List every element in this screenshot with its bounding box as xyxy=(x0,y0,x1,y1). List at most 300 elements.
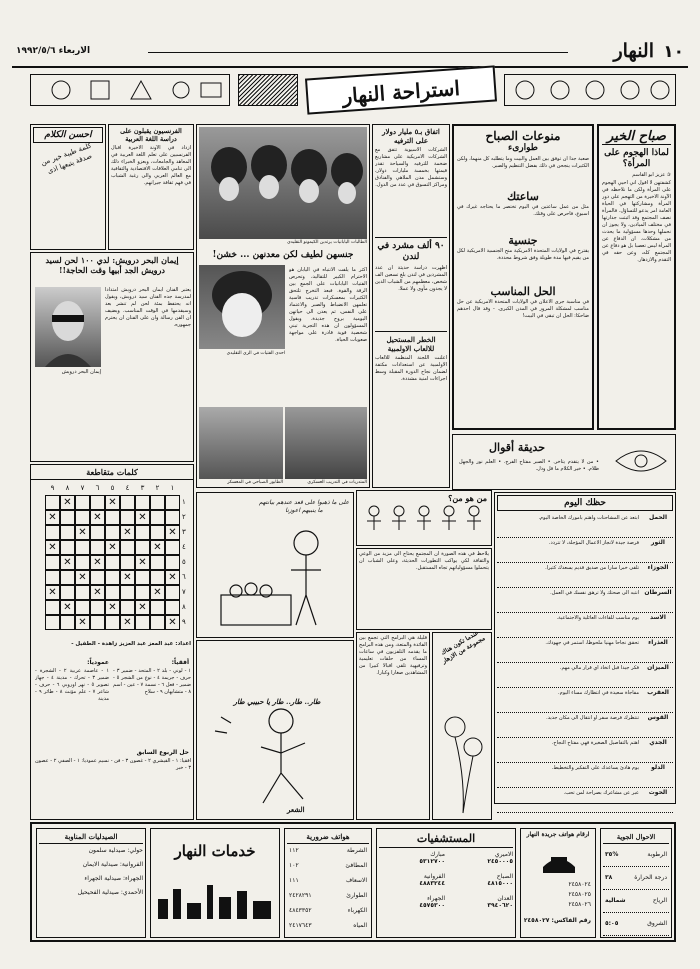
geisha-caption: الطالبات اليابانيات يرتدين الكيمونو التقليدي xyxy=(287,240,367,245)
crossword-cell xyxy=(90,615,105,630)
cartoon-signature: الشعر xyxy=(287,805,305,814)
hospital-row xyxy=(449,895,513,915)
crossword-cell xyxy=(75,555,90,570)
crossword-cell: ✕ xyxy=(60,600,75,615)
newspaper-name: النهار xyxy=(613,40,654,62)
sign-text: اهتم بالتفاصيل الصغيرة فهي مفتاح النجاح. xyxy=(551,740,639,746)
emergency-row xyxy=(287,859,369,874)
hospital-row xyxy=(381,895,445,915)
crossword-cell xyxy=(150,510,165,525)
sign-name: العقرب xyxy=(647,689,669,696)
crossword-cell xyxy=(105,570,120,585)
munawwaat-section-heading: جنسية xyxy=(508,234,538,247)
crossword-row-number: ٣ xyxy=(182,528,186,536)
portrait-face-icon xyxy=(35,287,101,367)
crossword-row-number: ٩ xyxy=(182,618,186,626)
weather-value: شمالية xyxy=(605,897,626,904)
quote-logo: احسن الكلام xyxy=(33,127,103,143)
crossword-cell xyxy=(105,525,120,540)
flowers-icon xyxy=(435,707,491,817)
crossword-cell xyxy=(105,585,120,600)
crossword-cell xyxy=(75,585,90,600)
sign-name: الجدي xyxy=(649,739,667,746)
hospital-name: مبارك xyxy=(430,851,445,858)
weather-name: الرياح xyxy=(652,897,667,904)
japanese-body: اكثر ما يلفت الانتباه في اليابان هو الاحترام الكبير للتقاليد، وتحرص الفتيات اليابانيات على الجمع بين الرقة والقوة. فبعد التخرج تلتحق الكثيرات بمعسكرات تدريب قاسية تعلمهن الانضباط والصبر والاعتماد على النفس، ثم يعدن الى حياتهن اليومية بروح جديدة. ويقول المسؤولون ان هذه التجربة تبني شخصية قوية قادرة على مواجهة صعوبات الحياة. xyxy=(289,267,367,343)
darwish-article xyxy=(30,252,194,462)
horoscope-row xyxy=(497,788,673,813)
crossword-cell: ✕ xyxy=(45,510,60,525)
who-is-he-title: من هو من؟ xyxy=(448,493,487,503)
lower-article xyxy=(356,632,430,820)
newspaper-fax: رقم الفاكس: ٢٤٥٨٠٢٧ xyxy=(523,917,591,924)
francophone-title: الفرنسيون يقبلون على دراسة اللغة العربية xyxy=(120,127,182,143)
crossword-cell xyxy=(165,600,180,615)
lower-article-body: قليلة هي البرامج التي تجمع بين الفائدة والمتعة، ومن هذه البرامج ما يقدمه التلفزيون في ساعات المساء من حلقات تعليمية وترفيهية تلقى اقبالا كبيرا من المشاهدين صغارا وكبارا. xyxy=(359,635,427,676)
emergency-phone: ٢٤٢٨٢٩١ xyxy=(289,892,312,899)
commentary-body: يلاحظ في هذه الصورة ان المجتمع يحتاج الى مزيد من الوعي والثقافة لكي يواكب التطورات الحديثة، وعلى الشباب ان يتحملوا مسؤولياتهم تجاه المستقبل. xyxy=(359,551,489,571)
crossword-cell: ✕ xyxy=(150,540,165,555)
sign-text: انتبه الى صحتك ولا ترهق نفسك في العمل. xyxy=(550,590,639,596)
portrait-photo xyxy=(199,265,285,349)
emergency-name: الكهرباء xyxy=(347,907,367,914)
cartoon-top xyxy=(196,492,354,638)
quote-text: كلمة طيبة خير من صدقة يتبعها اذى xyxy=(39,141,93,176)
crossword-cell: ✕ xyxy=(165,615,180,630)
crossword-col-number: ٥ xyxy=(110,484,115,492)
city-skyline-icon xyxy=(153,879,279,919)
crossword-cell: ✕ xyxy=(105,495,120,510)
previous-solution-title: حل الربوع السابق xyxy=(136,749,189,756)
crossword-cell xyxy=(90,495,105,510)
crossword-cell xyxy=(45,555,60,570)
horoscope-title: حظك اليوم xyxy=(497,495,673,511)
geisha-photo xyxy=(199,127,367,239)
crossword-cell xyxy=(120,495,135,510)
crossword-cell xyxy=(150,495,165,510)
sabah-alkhair-column xyxy=(597,124,676,430)
hospital-phone: ٤٥٧٥٣٠٠ xyxy=(419,902,445,909)
crossword-cell xyxy=(45,495,60,510)
horoscope-row xyxy=(497,738,673,763)
crossword-row-number: ٤ xyxy=(182,543,186,551)
sign-name: الاسد xyxy=(650,614,666,621)
crossword-cell: ✕ xyxy=(90,555,105,570)
sign-text: تنتظرك فرصة سفر او انتقال الى مكان جديد. xyxy=(546,715,639,721)
emergency-phone: ١١٢ xyxy=(289,847,299,854)
sign-name: الميزان xyxy=(647,664,669,671)
crossword-col-number: ٩ xyxy=(50,484,55,492)
munawwaat-column xyxy=(452,124,594,430)
hospital-phone: ٥٣١٢٧٠٠ xyxy=(419,858,445,865)
crossword-cell xyxy=(105,615,120,630)
hospital-phone: ٤٨٨٣٢٤٤ xyxy=(419,880,445,887)
hospital-name: الفروانية xyxy=(423,873,445,880)
hospital-phone: ٤٨١٥٠٠٠ xyxy=(487,880,513,887)
portrait-caption: احدى الفتيات في الزي التقليدي xyxy=(226,351,285,356)
sign-text: تحقق نجاحا مهنيا ملحوظا، استمر في جهودك. xyxy=(545,640,639,646)
poem-title: عندما تكون هناك مجموعة من الازهار xyxy=(439,629,487,666)
crossword-cell: ✕ xyxy=(60,555,75,570)
telephone-icon xyxy=(539,851,579,875)
cartoon-top-speech: على ما ذهبوا على قعد عندهم بيانتهم ما ينبيهم اعوزنا xyxy=(258,499,350,514)
emergency-name: الطوارئ xyxy=(346,892,367,899)
weather-row xyxy=(603,913,669,936)
crossword-cell xyxy=(60,585,75,600)
horoscope-row xyxy=(497,713,673,738)
crossword-cell: ✕ xyxy=(105,600,120,615)
sign-text: يوم مناسب للقاءات العائلية والاجتماعية. xyxy=(556,615,639,621)
darwish-photo-caption: إيمان البحر درويش xyxy=(61,369,101,375)
emergency-name: الاسعاف xyxy=(345,877,367,884)
news-briefs-column xyxy=(372,124,450,488)
weather-row xyxy=(603,867,669,890)
crossword-cell xyxy=(120,600,135,615)
emergency-row xyxy=(287,874,369,889)
crossword-cell xyxy=(120,585,135,600)
hospital-phone: ٢٤٥٠٠٠٥ xyxy=(487,858,513,865)
munawwaat-section-body: يقترح في الولايات المتحدة الامريكية منح الجنسية الامريكية لكل من يقيم فيها مدة طويلة وفق شروط محددة. xyxy=(457,248,589,261)
agreement-body: الشركات الاسيوية تتفق مع الشركات الامريكية على مشاريع ضخمة للترفيه والسياحة تقدر قيمتها بخمسة مليارات دولار، وستشمل مدن الملاهي والفنادق ومراكز التسوق في عدد من الدول. xyxy=(375,147,447,188)
emergency-name: المطافئ xyxy=(345,862,367,869)
hospital-row xyxy=(449,851,513,871)
horoscope-box xyxy=(494,492,676,804)
issue-date: الاربعاء ١٩٩٢/٥/٦ xyxy=(16,46,91,56)
crossword-cell xyxy=(60,570,75,585)
emergency-name: الشرطة xyxy=(346,847,367,854)
newspaper-phone: ٢٤٥٨٠٢٥ xyxy=(568,891,591,898)
sign-name: الحوت xyxy=(648,789,668,796)
sign-text: يوم هادئ يساعدك على التفكير والتخطيط. xyxy=(551,765,639,771)
newspaper-phone: ٢٤٥٨٠٢٦ xyxy=(568,901,591,908)
hadiqa-box xyxy=(452,434,676,490)
crossword-row-number: ١ xyxy=(182,498,186,506)
darwish-title: إيمان البحر درويش: لدي ١٠٠ لحن لسيد درويش الجد أبيها وقت الحاجة!! xyxy=(45,255,179,275)
crossword-cell: ✕ xyxy=(75,525,90,540)
horoscope-row xyxy=(497,563,673,588)
crossword-row-number: ٨ xyxy=(182,603,186,611)
emergency-box xyxy=(284,828,372,938)
crossword-cell xyxy=(150,555,165,570)
crossword-cell: ✕ xyxy=(165,570,180,585)
hospital-row xyxy=(449,873,513,893)
crossword-cell xyxy=(165,555,180,570)
banner-decoration-left xyxy=(30,74,230,106)
weather-name: درجة الحرارة xyxy=(634,874,667,881)
japanese-title: جنسهن لطيف لكن معدنهن ... خشن! xyxy=(212,250,354,260)
francophone-body: ازداد في الآونة الاخيرة اقبال الفرنسيين على تعلم اللغة العربية في المعاهد والجامعات، ويعزو الخبراء ذلك الى تنامي العلاقات الاقتصادية والثقافية مع العالم العربي والى رغبة الشباب في فهم ثقافة جيرانهم. xyxy=(111,145,191,186)
crossword-cell: ✕ xyxy=(135,555,150,570)
weather-row xyxy=(603,844,669,867)
horoscope-row xyxy=(497,763,673,788)
crossword-cell: ✕ xyxy=(165,525,180,540)
flower-ornament-icon xyxy=(611,441,671,481)
hospital-name: العدان xyxy=(497,895,513,902)
horoscope-row xyxy=(497,688,673,713)
crossword-cell xyxy=(135,615,150,630)
emergency-phone: ٤٨٤٣٣٥٢ xyxy=(289,907,312,914)
weather-value: ٣٨ xyxy=(605,874,613,881)
munawwaat-section-body: مثل من عمل ساعتين في اليوم تختصر ما يحتاجه غيرك في اسبوع، فاحرص على وقتك. xyxy=(457,204,589,217)
banner-decoration-right xyxy=(504,74,676,106)
crossword-vertical-clues: ١ - لوني - بلد ٢ - المتحد - ضمير ٣ - حرف - جريمة ٤ - نوع من الشجر ٥ - ضمير - فعل ٦ - نسمة ٧ - عين - اسم ٨ - متشابهان ٩ - سلاح xyxy=(113,668,191,695)
crossword-cell: ✕ xyxy=(105,540,120,555)
weather-name: الرطوبة xyxy=(647,851,667,858)
horoscope-row xyxy=(497,513,673,538)
munawwaat-intro: صعبة جدا ان توفق بين العمل والبيت وما يتطلبه كل منهما، ولكن الكثيرات ينجحن في ذلك بفضل التنظيم والصبر. xyxy=(457,156,589,169)
crossword-cell xyxy=(135,585,150,600)
horoscope-row xyxy=(497,588,673,613)
crossword-horizontal-title: أفقياً: xyxy=(171,659,189,666)
sabah-body: كشفتهن لا اقول اني احيي الهجوم على المرأة ولكن ما نلاحظه في الآونة الاخيرة من التهجم على دور المرأة ومشاركتها في الحياة العامة امر يدعو للتساؤل. فالمرأة نصف المجتمع وقد اثبتت جدارتها في مختلف الميادين، ولا يجوز ان نحملها وحدها مسؤولية ما يحدث من مشكلات. ان الدفاع عن المرأة ليس تعصبا بل هو دفاع عن المجتمع كله، وعن حقه في التقدم والازدهار. xyxy=(602,180,671,263)
face-icon xyxy=(199,265,285,349)
emergency-row xyxy=(287,844,369,859)
who-is-he-box xyxy=(356,490,492,546)
crossword-col-number: ١ xyxy=(170,484,175,492)
sign-name: الحمل xyxy=(648,514,667,521)
hospital-row xyxy=(381,873,445,893)
crossword-cell xyxy=(75,600,90,615)
services-bar xyxy=(30,822,676,942)
pharmacy-item: الأحمدي: صيدلية الفحيحيل xyxy=(77,889,143,896)
crossword-cell xyxy=(135,570,150,585)
hospital-phone: ٣٩٤٠٦٢٠ xyxy=(487,902,513,909)
darwish-body: يعتبر الفنان ايمان البحر درويش امتدادا لمدرسة جده الفنان سيد درويش، ويقول انه يحتفظ بمئة لحن لم تنشر بعد وسيقدمها في الوقت المناسب. ويضيف ان الفن رسالة وان على الفنان ان يحترم جمهوره. xyxy=(105,287,191,328)
crossword-cell xyxy=(45,615,60,630)
crossword-cell: ✕ xyxy=(120,570,135,585)
horoscope-row xyxy=(497,538,673,563)
sign-name: العذراء xyxy=(648,639,668,646)
london-body: اظهرت دراسة حديثة ان عدد المشردين في لندن بلغ تسعين الف شخص، معظمهم من الشباب الذين لا يجدون مأوى ولا عملا. xyxy=(375,265,447,292)
crossword-cell xyxy=(150,525,165,540)
emergency-name: المياه xyxy=(353,922,367,929)
emergency-phone: ١٠٢ xyxy=(289,862,299,869)
sign-text: مفاجأة سعيدة في انتظارك مساء اليوم. xyxy=(558,690,639,696)
weather-value: %٣٥ xyxy=(605,851,619,858)
crossword-cell xyxy=(75,510,90,525)
crossword-cell: ✕ xyxy=(90,510,105,525)
horoscope-list xyxy=(497,513,673,813)
crossword-title: كلمات متقاطعة xyxy=(31,465,193,480)
crossword-cell xyxy=(165,585,180,600)
sign-text: تلقى خبرا سارا من صديق قديم يسعدك كثيرا. xyxy=(545,565,639,571)
pharmacy-item: الجهراء: صيدلية الجهراء xyxy=(84,875,143,882)
weather-list xyxy=(603,844,669,936)
emergency-phone: ١١١ xyxy=(289,877,299,884)
crossword-cell xyxy=(60,525,75,540)
section-banner xyxy=(30,70,676,110)
crossword-cell xyxy=(165,495,180,510)
sign-text: فكر جيدا قبل اتخاذ اي قرار مالي مهم. xyxy=(559,665,639,671)
weather-name: الشروق xyxy=(647,920,667,927)
sign-text: ابتعد عن المشاحنات واهتم بأمورك الخاصة اليوم. xyxy=(538,515,639,521)
crossword-row-number: ٢ xyxy=(182,513,186,521)
crossword-box xyxy=(30,464,194,820)
hadiqa-body: • من لا يتقدم يتأخر. • الصبر مفتاح الفرج. • العلم نور والجهل ظلام. • خير الكلام ما قل ودل. xyxy=(459,459,599,472)
services-logo: خدمات النهار xyxy=(174,842,256,860)
crossword-cell xyxy=(90,540,105,555)
crossword-cell xyxy=(150,570,165,585)
olympics-body: اعلنت اللجنة المنظمة للالعاب الاولمبية عن استعدادات مكثفة لضمان نجاح الدورة المقبلة وسط اجراءات امنية مشددة. xyxy=(375,355,447,382)
crossword-cell xyxy=(120,540,135,555)
crossword-cell: ✕ xyxy=(75,570,90,585)
munawwaat-section-heading: ساعتك xyxy=(507,190,539,203)
pharmacies-title: الصيدليات المناوبة xyxy=(39,831,143,844)
sabah-headline: لماذا الهجوم على المرأة؟ xyxy=(604,148,669,169)
agreement-title: اتفاق بـ٥ مليار دولار على الترفيه xyxy=(382,127,440,145)
crossword-cell xyxy=(75,495,90,510)
crossword-cell: ✕ xyxy=(90,585,105,600)
crossword-cell: ✕ xyxy=(75,615,90,630)
crossword-cell xyxy=(45,600,60,615)
crossword-col-number: ٤ xyxy=(125,484,130,492)
training-caption-right: الطابور الصباحي في المعسكر xyxy=(227,480,283,485)
crossword-col-number: ٣ xyxy=(140,484,145,492)
sabah-byline: ✰ عزيز ابو القاسم xyxy=(632,172,671,178)
hospital-name: الجهراء xyxy=(427,895,445,902)
crossword-grid xyxy=(45,484,186,630)
hospital-name: الصباح xyxy=(496,873,513,880)
crossword-cell: ✕ xyxy=(120,525,135,540)
emergency-row xyxy=(287,904,369,919)
poem-box xyxy=(432,629,492,820)
cartoon-bottom xyxy=(196,640,354,820)
services-logo-box xyxy=(150,828,280,938)
crossword-cell: ✕ xyxy=(60,495,75,510)
newspaper-phones-title: ارقام هواتف جريدة النهار xyxy=(526,831,590,838)
crossword-cell: ✕ xyxy=(150,585,165,600)
munawwaat-title: منوعات الصباح xyxy=(485,129,561,143)
olympics-title: الخطر المستحيل للالعاب الاولمبية xyxy=(375,331,447,353)
crossword-cell xyxy=(75,540,90,555)
weather-value: ٥:٠٥ xyxy=(605,920,619,927)
horoscope-row xyxy=(497,638,673,663)
hadiqa-title: حديقة أقوال xyxy=(489,441,545,454)
crossword-cell xyxy=(135,540,150,555)
hospitals-box xyxy=(376,828,516,938)
crossword-cell xyxy=(90,525,105,540)
training-photo-left xyxy=(199,407,283,479)
crossword-horizontal-clues: ١ - عاصمة عربية ٢ - الشجرة - ضمير ٣ - تحرك - مدينة ٤ - جهاز تصوير ٥ - نهر اوروبي ٦ - حرف - شاعر ٧ - علم مؤنث ٨ - طائر ٩ - مدينة xyxy=(35,668,109,702)
crossword-cell: ✕ xyxy=(45,540,60,555)
crossword-row-number: ٥ xyxy=(182,558,186,566)
crossword-cell xyxy=(165,510,180,525)
crossword-cell xyxy=(165,540,180,555)
sign-text: عبر عن مشاعرك بصراحة لمن تحب. xyxy=(563,790,639,796)
crossword-cell xyxy=(45,570,60,585)
faces-strip-icon xyxy=(505,75,675,105)
hospitals-title: المستشفيات xyxy=(379,831,513,848)
sign-name: السرطان xyxy=(644,589,672,596)
quote-box xyxy=(30,124,106,250)
crossword-cell xyxy=(150,600,165,615)
darwish-photo xyxy=(35,287,101,367)
emergency-row xyxy=(287,919,369,934)
figures-row-icon xyxy=(359,503,491,543)
vendor-cartoon-icon xyxy=(201,525,351,635)
emergency-list xyxy=(287,844,369,934)
horoscope-row xyxy=(497,613,673,638)
crossword-cell xyxy=(120,555,135,570)
page-number: ١٠ xyxy=(663,42,684,62)
crossword-cell: ✕ xyxy=(135,600,150,615)
japanese-feature xyxy=(196,124,370,488)
crossword-vertical-title: عمودياً: xyxy=(87,659,109,666)
emergency-title: هواتف ضرورية xyxy=(287,831,369,844)
newspaper-phone: ٢٤٥٨٠٢٤ xyxy=(568,881,591,888)
crossword-author: اعداد: عبد المعز عبد العزيز زاهدة - الطفيل - xyxy=(71,641,191,647)
sign-name: الجوزاء xyxy=(647,564,669,571)
crossword-cell xyxy=(60,615,75,630)
running-man-cartoon-icon xyxy=(201,707,351,817)
commentary-box xyxy=(356,548,492,630)
crossword-col-number: ٢ xyxy=(155,484,160,492)
sabah-alkhair-logo: صباح الخير xyxy=(602,129,671,145)
newspaper-phones-box xyxy=(520,828,596,938)
training-caption-left: المتدربات في التدريب العسكري xyxy=(307,480,367,485)
cartoon-strip-icon xyxy=(31,75,229,105)
previous-solution: أفقياً: ١ - القيشري ٢ - غصون ٣ - فن - نسيم عمودياً: ١ - الصفي ٢ - عصون ٣ - خبر xyxy=(35,758,191,771)
sign-name: الدلو xyxy=(651,764,665,771)
horoscope-row xyxy=(497,663,673,688)
crossword-cell: ✕ xyxy=(120,615,135,630)
pharmacy-item: حولي: صيدلية سلمون xyxy=(88,847,143,854)
cartoon-bottom-speech: طار.. طار.. طار يا حبيبي طار xyxy=(233,697,321,706)
munawwaat-section-heading: الحل المناسب xyxy=(490,285,556,298)
crossword-col-number: ٦ xyxy=(95,484,100,492)
geisha-figures-icon xyxy=(199,127,367,239)
crossword-row-number: ٦ xyxy=(182,573,186,581)
crossword-cell xyxy=(60,540,75,555)
london-title: ٩٠ ألف مشرد في لندن xyxy=(375,237,447,263)
crossword-cell xyxy=(135,495,150,510)
banner-sun-box xyxy=(238,74,298,106)
crossword-col-number: ٧ xyxy=(80,484,85,492)
weather-row xyxy=(603,890,669,913)
emergency-phone: ٢٤١٧٦٤٣ xyxy=(289,922,312,929)
munawwaat-section-body: في مناسبة جرى الاعلان في الولايات المتحدة الامريكية عن حل مناسب لمشكلة المرور في المدن الكبرى. - وقد قال احدهم ضاحكا: الحل ان تبقى في البيت! xyxy=(457,299,589,319)
emergency-row xyxy=(287,889,369,904)
masthead xyxy=(12,40,688,68)
crossword-cell xyxy=(45,525,60,540)
pharmacy-item: الفروانية: صيدلية الايمان xyxy=(82,861,143,868)
weather-title: الاحوال الجوية xyxy=(603,831,669,844)
crossword-col-number: ٨ xyxy=(65,484,70,492)
crossword-cell: ✕ xyxy=(45,585,60,600)
crossword-cell xyxy=(135,525,150,540)
sign-name: القوس xyxy=(647,714,669,721)
weather-box xyxy=(600,828,672,938)
banner-title: استراحة النهار xyxy=(305,65,497,114)
crossword-cell xyxy=(105,555,120,570)
hospital-name: الاميري xyxy=(494,851,513,858)
hospital-row xyxy=(381,851,445,871)
francophone-box xyxy=(108,124,194,250)
pharmacies-box xyxy=(36,828,146,938)
training-photo-right xyxy=(285,407,367,479)
crossword-cell xyxy=(150,615,165,630)
crossword-cell xyxy=(120,510,135,525)
sign-name: الثور xyxy=(651,539,665,546)
sign-text: فرصة جيدة لانجاز الاعمال المؤجلة، لا تتردد. xyxy=(548,540,639,546)
crossword-cell xyxy=(105,510,120,525)
crossword-cell xyxy=(90,570,105,585)
crossword-cell xyxy=(90,600,105,615)
crossword-row-number: ٧ xyxy=(182,588,186,596)
crossword-cell xyxy=(60,510,75,525)
munawwaat-author: طوارىء xyxy=(508,143,538,153)
crossword-cell: ✕ xyxy=(135,510,150,525)
